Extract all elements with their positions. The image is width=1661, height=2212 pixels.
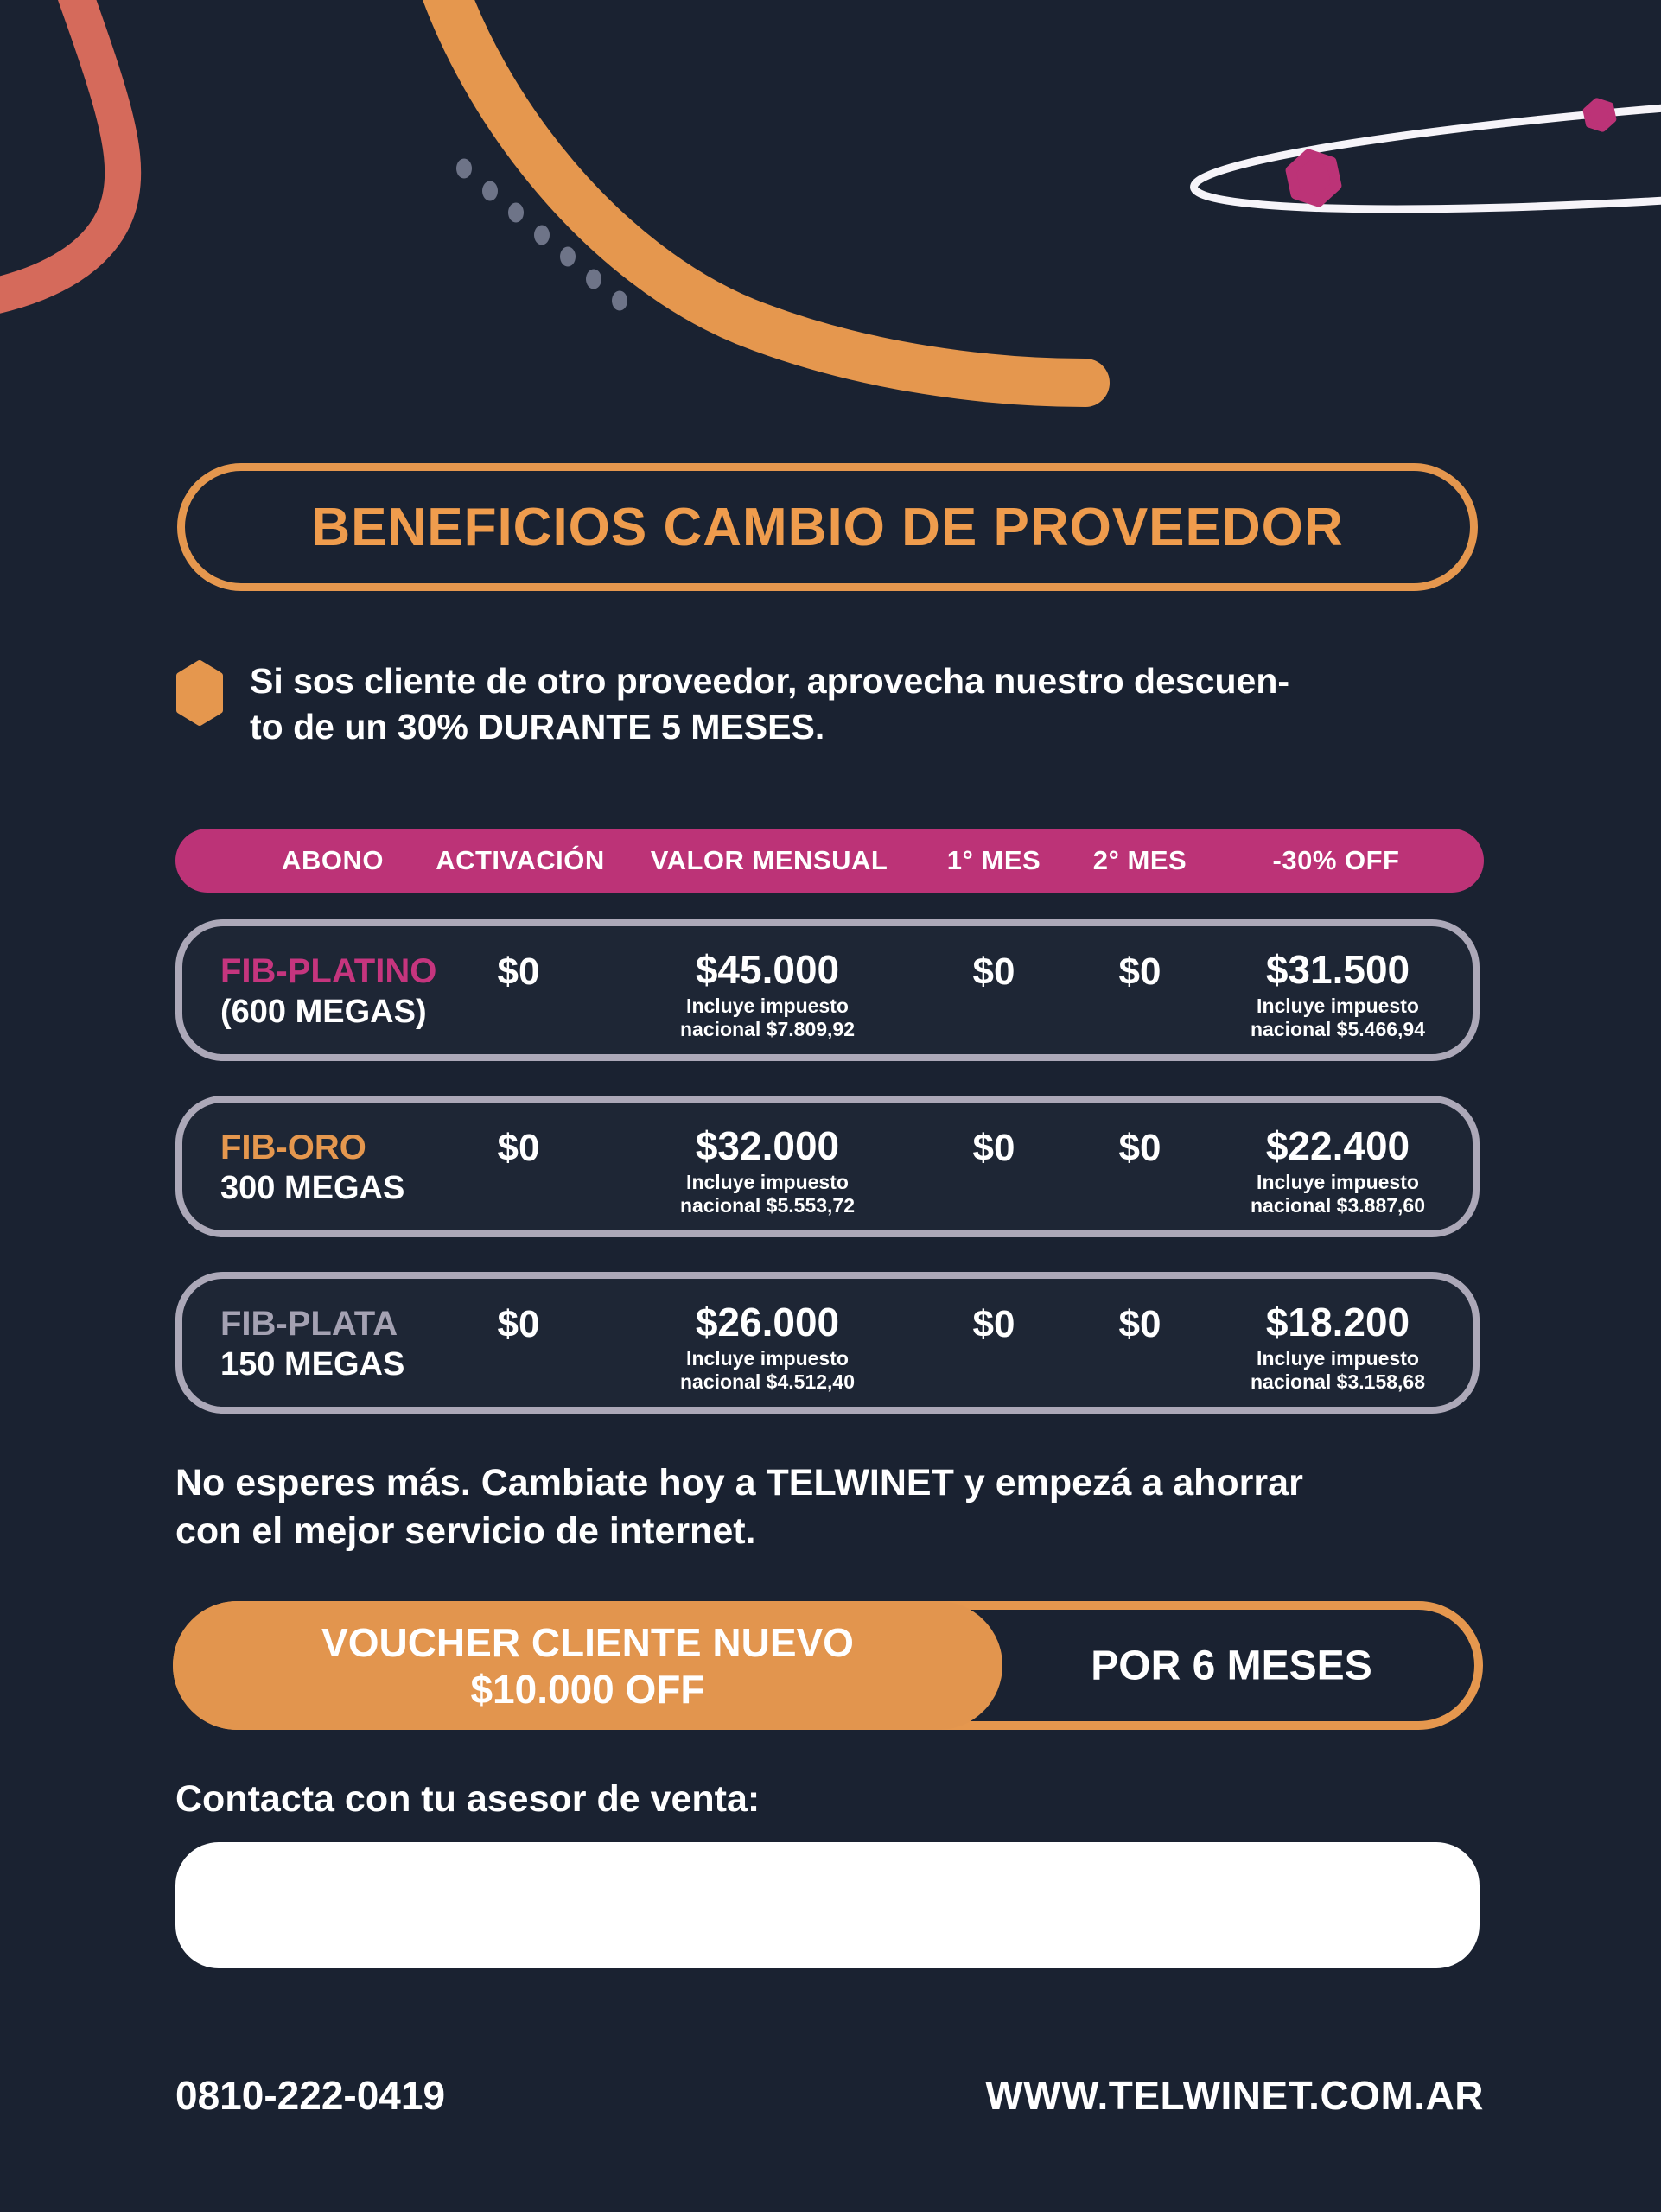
orange-swoosh-icon bbox=[436, 0, 1085, 383]
col-header-abono: ABONO bbox=[282, 845, 384, 875]
footer-website: WWW.TELWINET.COM.AR bbox=[985, 2073, 1484, 2118]
valor-mensual-price: $26.000 bbox=[695, 1300, 840, 1344]
activacion-value: $0 bbox=[497, 1303, 540, 1345]
intro-line-2: to de un 30% DURANTE 5 MESES. bbox=[250, 707, 825, 747]
plan-cell bbox=[220, 950, 436, 1032]
valor-tax-note-2: nacional $4.512,40 bbox=[679, 1370, 856, 1393]
orbit-ellipse-icon bbox=[1191, 63, 1661, 233]
table-row bbox=[175, 1096, 1480, 1237]
valor-tax-note-2: nacional $7.809,92 bbox=[679, 1018, 856, 1040]
off-cell bbox=[1251, 1300, 1425, 1394]
off-price: $31.500 bbox=[1265, 947, 1410, 992]
voucher-left-pill bbox=[173, 1601, 1002, 1730]
voucher-title: VOUCHER CLIENTE NUEVO bbox=[321, 1619, 854, 1665]
off-price: $22.400 bbox=[1265, 1123, 1410, 1168]
valor-mensual-cell bbox=[680, 947, 855, 1041]
mes2-value: $0 bbox=[1118, 1303, 1161, 1345]
mes1-value: $0 bbox=[972, 1127, 1015, 1169]
plan-cell bbox=[220, 1303, 404, 1384]
contact-label: Contacta con tu asesor de venta: bbox=[175, 1778, 760, 1820]
cta-line-1: No esperes más. Cambiate hoy a TELWINET y empezá a ahorrar bbox=[175, 1462, 1303, 1503]
plan-name: FIB-PLATINO bbox=[220, 952, 437, 990]
col-header-mes2: 2° MES bbox=[1092, 845, 1187, 875]
valor-tax-note-1: Incluye impuesto bbox=[686, 995, 849, 1017]
page-title: BENEFICIOS CAMBIO DE PROVEEDOR bbox=[311, 497, 1344, 557]
voucher-banner bbox=[173, 1601, 1483, 1730]
mes2-value: $0 bbox=[1118, 1127, 1161, 1169]
off-tax-note-1: Incluye impuesto bbox=[1257, 1171, 1419, 1193]
coral-curve-icon bbox=[0, 0, 123, 302]
valor-tax-note-1: Incluye impuesto bbox=[686, 1347, 849, 1370]
contact-advisor-box bbox=[175, 1842, 1480, 1968]
plan-megas: 150 MEGAS bbox=[220, 1346, 405, 1382]
valor-tax-note-2: nacional $5.553,72 bbox=[679, 1194, 856, 1217]
valor-mensual-price: $32.000 bbox=[695, 1123, 840, 1168]
valor-mensual-price: $45.000 bbox=[695, 947, 840, 992]
plan-name: FIB-ORO bbox=[220, 1128, 366, 1166]
plan-megas: (600 MEGAS) bbox=[220, 994, 427, 1030]
off-tax-note-2: nacional $3.158,68 bbox=[1250, 1370, 1426, 1393]
off-tax-note-2: nacional $3.887,60 bbox=[1250, 1194, 1426, 1217]
table-header bbox=[175, 829, 1484, 893]
table-row bbox=[175, 1272, 1480, 1414]
plan-megas: 300 MEGAS bbox=[220, 1170, 405, 1206]
col-header-off: -30% OFF bbox=[1272, 845, 1400, 875]
intro-text bbox=[250, 658, 1289, 750]
decor-shapes bbox=[0, 0, 1661, 467]
title-banner bbox=[177, 463, 1478, 591]
valor-mensual-cell bbox=[680, 1123, 855, 1217]
off-tax-note-1: Incluye impuesto bbox=[1257, 995, 1419, 1017]
hexagon-small-icon bbox=[1585, 99, 1614, 130]
off-tax-note-1: Incluye impuesto bbox=[1257, 1347, 1419, 1370]
mes1-value: $0 bbox=[972, 950, 1015, 993]
cta-line-2: con el mejor servicio de internet. bbox=[175, 1510, 756, 1552]
bullet-hexagon-icon bbox=[175, 658, 224, 732]
off-price: $18.200 bbox=[1265, 1300, 1410, 1344]
activacion-value: $0 bbox=[497, 950, 540, 993]
valor-mensual-cell bbox=[680, 1300, 855, 1394]
voucher-amount: $10.000 OFF bbox=[470, 1666, 705, 1712]
plan-name: FIB-PLATA bbox=[220, 1305, 398, 1343]
footer-phone: 0810-222-0419 bbox=[175, 2073, 446, 2118]
off-cell bbox=[1251, 1123, 1425, 1217]
cta-paragraph bbox=[175, 1459, 1303, 1555]
table-row bbox=[175, 919, 1480, 1061]
activacion-value: $0 bbox=[497, 1127, 540, 1169]
col-header-valor-mensual: VALOR MENSUAL bbox=[650, 845, 888, 875]
mes1-value: $0 bbox=[972, 1303, 1015, 1345]
voucher-duration: POR 6 MESES bbox=[1091, 1643, 1372, 1688]
col-header-mes1: 1° MES bbox=[946, 845, 1041, 875]
plan-cell bbox=[220, 1127, 404, 1208]
col-header-activacion: ACTIVACIÓN bbox=[436, 845, 605, 875]
intro-line-1: Si sos cliente de otro proveedor, aprovecha nuestro descuen- bbox=[250, 661, 1290, 701]
off-tax-note-2: nacional $5.466,94 bbox=[1250, 1018, 1426, 1040]
intro-paragraph bbox=[175, 658, 1289, 750]
hexagon-large-icon bbox=[1289, 150, 1340, 207]
mes2-value: $0 bbox=[1118, 950, 1161, 993]
valor-tax-note-1: Incluye impuesto bbox=[686, 1171, 849, 1193]
off-cell bbox=[1251, 947, 1425, 1041]
